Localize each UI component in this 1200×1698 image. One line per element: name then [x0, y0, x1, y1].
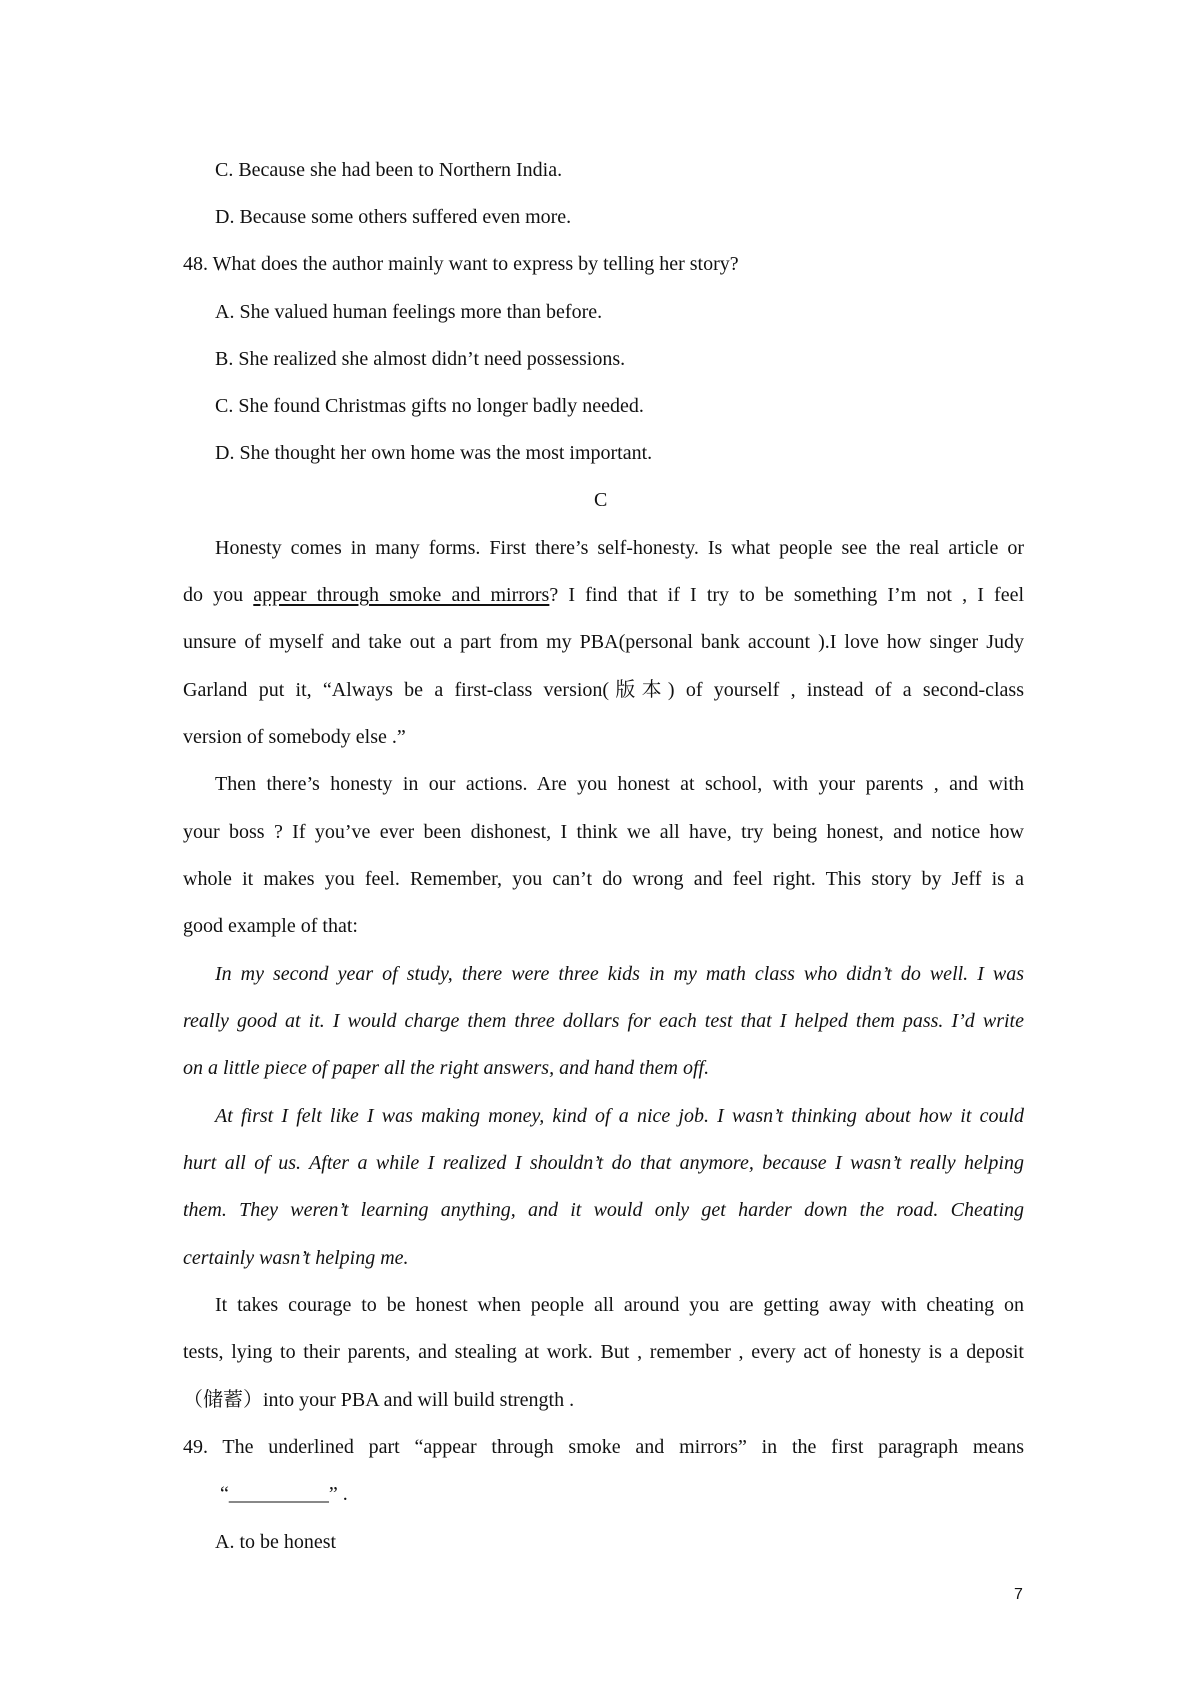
passage-line: [183, 581, 1024, 609]
option-47d: D. Because some others suffered even more.: [215, 206, 572, 228]
passage-line: （储蓄）into your PBA and will build strength .: [183, 1389, 575, 1411]
option-48b: B. She realized she almost didn’t need possessions.: [215, 348, 626, 370]
underlined-phrase: appear through smoke and mirrors: [253, 584, 550, 606]
passage-line: hurt all of us. After a while I realized I shouldn’t do that anymore, because I wasn’t really helping: [183, 1152, 1024, 1174]
option-48d: D. She thought her own home was the most important.: [215, 442, 653, 464]
page-number: 7: [1014, 1586, 1023, 1603]
passage-line: Garland put it, “Always be a first-class version(版本) of yourself , instead of a second-class: [183, 679, 1024, 701]
option-49a: A. to be honest: [215, 1531, 337, 1553]
question-48-stem: 48. What does the author mainly want to express by telling her story?: [183, 253, 739, 275]
passage-line: Then there’s honesty in our actions. Are you honest at school, with your parents , and with: [215, 773, 1024, 795]
passage-line: on a little piece of paper all the right answers, and hand them off.: [183, 1057, 710, 1079]
passage-line: whole it makes you feel. Remember, you can’t do wrong and feel right. This story by Jeff is a: [183, 868, 1024, 890]
option-48a: A. She valued human feelings more than before.: [215, 301, 603, 323]
passage-line: tests, lying to their parents, and stealing at work. But , remember , every act of honesty is a deposit: [183, 1341, 1024, 1363]
text: ? I find that if I try to be something I’m not , I feel: [549, 584, 1025, 606]
option-48c: C. She found Christmas gifts no longer badly needed.: [215, 395, 644, 417]
passage-line: In my second year of study, there were three kids in my math class who didn’t do well. I was: [215, 963, 1024, 985]
passage-line: It takes courage to be honest when people all around you are getting away with cheating on: [215, 1294, 1024, 1316]
passage-line: your boss ? If you’ve ever been dishonest, I think we all have, try being honest, and notice how: [183, 821, 1024, 843]
passage-line: certainly wasn’t helping me.: [183, 1247, 409, 1269]
section-heading: C: [594, 489, 608, 511]
question-49-stem: 49. The underlined part “appear through smoke and mirrors” in the first paragraph means: [183, 1436, 1024, 1458]
passage-line: version of somebody else .”: [183, 726, 406, 748]
answer-blank: “__________” .: [220, 1483, 348, 1505]
passage-line: really good at it. I would charge them three dollars for each test that I helped them pass. I’d write: [183, 1010, 1024, 1032]
passage-line: good example of that:: [183, 915, 358, 937]
passage-line: them. They weren’t learning anything, and it would only get harder down the road. Cheating: [183, 1199, 1024, 1221]
passage-line: unsure of myself and take out a part from my PBA(personal bank account ).I love how singer Judy: [183, 631, 1024, 653]
text: do you: [183, 584, 254, 606]
passage-line: Honesty comes in many forms. First there’s self-honesty. Is what people see the real article or: [215, 537, 1024, 559]
option-47c: C. Because she had been to Northern India.: [215, 159, 563, 181]
passage-line: At first I felt like I was making money, kind of a nice job. I wasn’t thinking about how it could: [215, 1105, 1024, 1127]
